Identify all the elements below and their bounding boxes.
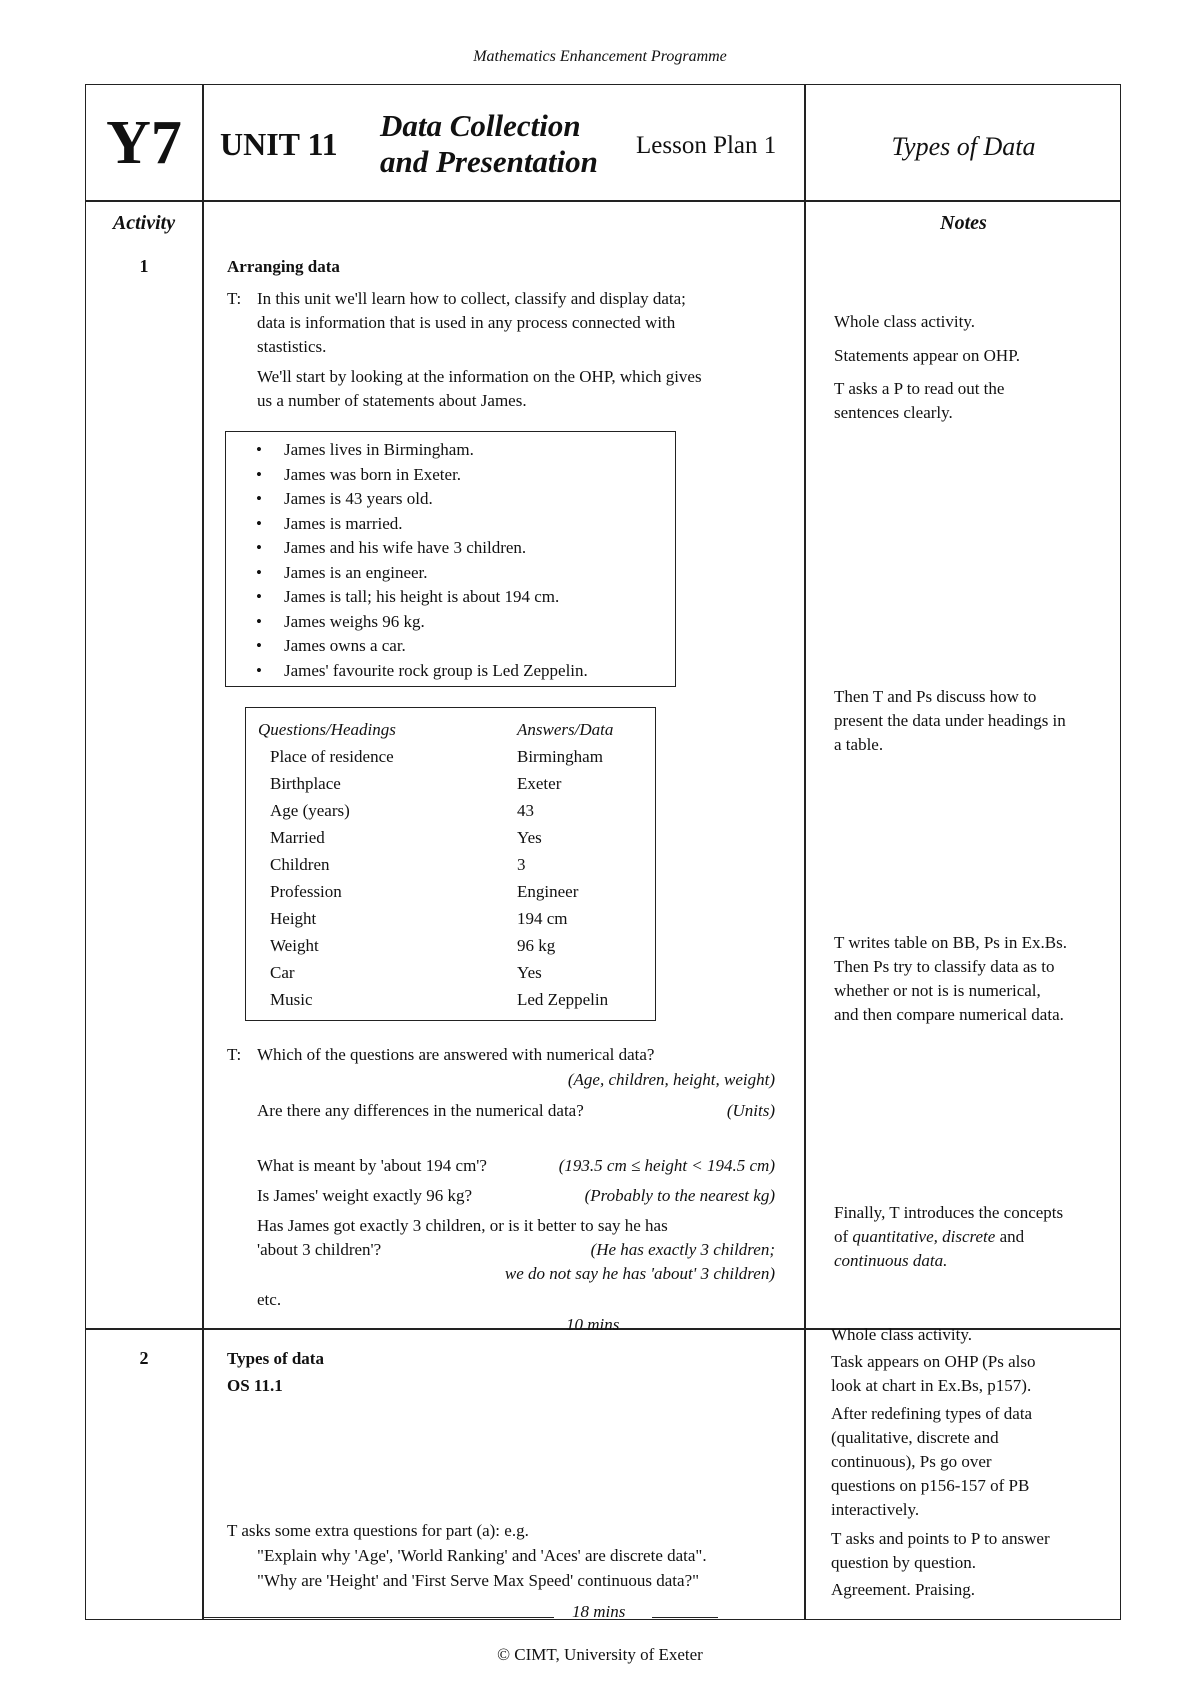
divider-notes-column (804, 85, 806, 1619)
note-1: Whole class activity. (834, 312, 975, 331)
question-4: Is James' weight exactly 96 kg? (257, 1186, 473, 1205)
answer-2: (Units) (726, 1101, 775, 1120)
statement-item: • James lives in Birmingham. (256, 438, 675, 463)
activity-1-duration: 10 mins (566, 1315, 620, 1334)
note-line: T asks and points to P to answer (831, 1529, 1050, 1548)
note-line: question by question. (831, 1553, 976, 1572)
table-header: Answers/Data (517, 719, 614, 739)
table-cell: Profession (270, 881, 342, 901)
table-cell: Car (270, 962, 295, 982)
table-cell: Age (years) (270, 800, 350, 820)
unit-label: UNIT 11 (220, 126, 338, 162)
question-3: What is meant by 'about 194 cm'? (257, 1156, 487, 1175)
statement-item: • James' favourite rock group is Led Zeppelin. (256, 659, 675, 684)
note-emphasis: quantitative, discrete (852, 1227, 996, 1246)
statement-item: • James was born in Exeter. (256, 463, 675, 488)
lesson-label: Lesson Plan 1 (636, 132, 777, 159)
note-line: continuous), Ps go over (831, 1452, 992, 1471)
table-header-row (258, 716, 613, 743)
intro-line: In this unit we'll learn how to collect, classify and display data; (257, 289, 686, 308)
table-cell: Music (270, 989, 313, 1009)
note-line: and then compare numerical data. (834, 1005, 1064, 1024)
table-row (258, 932, 613, 959)
note-line: sentences clearly. (834, 403, 953, 422)
note-2-4 (831, 1527, 1116, 1575)
table-cell: Birmingham (517, 746, 603, 766)
data-table-box (245, 707, 656, 1021)
note-2-2 (831, 1350, 1116, 1398)
note-line: look at chart in Ex.Bs, p157). (831, 1376, 1032, 1395)
activity-1-number: 1 (139, 256, 149, 276)
table-cell: Place of residence (270, 746, 394, 766)
table-row (258, 824, 613, 851)
duration-rule (652, 1617, 718, 1618)
extra-question-2: "Why are 'Height' and 'First Serve Max Speed' continuous data?" (257, 1571, 700, 1590)
unit-title (380, 108, 598, 180)
table-cell: Height (270, 908, 317, 928)
note-line: Then T and Ps discuss how to (834, 687, 1037, 706)
teacher-label: T: (227, 1045, 242, 1064)
answer-5 (400, 1238, 775, 1286)
activity-column-heading: Activity (112, 212, 176, 234)
unit-title-line1: Data Collection (380, 108, 581, 143)
table-header: Questions/Headings (258, 719, 396, 739)
table-cell: Birthplace (270, 773, 341, 793)
copyright-footer: © CIMT, University of Exeter (497, 1645, 703, 1664)
question-2: Are there any differences in the numerical data? (257, 1101, 584, 1120)
divider-activity-column (202, 85, 204, 1619)
note-line (834, 1225, 1114, 1249)
statement-item: • James and his wife have 3 children. (256, 536, 675, 561)
table-row (258, 851, 613, 878)
note-4 (834, 685, 1114, 757)
question-1: Which of the questions are answered with numerical data? (257, 1045, 655, 1064)
table-cell: Yes (517, 827, 542, 847)
intro-text (257, 287, 797, 413)
notes-column-heading: Notes (940, 212, 987, 234)
table-cell: Led Zeppelin (517, 989, 609, 1009)
lesson-topic: Types of Data (891, 132, 1036, 161)
statement-item: • James is married. (256, 512, 675, 537)
duration-rule (202, 1329, 557, 1330)
note-text: of (834, 1227, 853, 1246)
statement-item: • James is tall; his height is about 194 cm. (256, 585, 675, 610)
note-line: After redefining types of data (831, 1404, 1033, 1423)
note-line: (qualitative, discrete and (831, 1428, 999, 1447)
note-line: questions on p156-157 of PB (831, 1476, 1030, 1495)
activity-2-sheet: OS 11.1 (227, 1376, 283, 1395)
activity-2-heading: Types of data (227, 1349, 324, 1368)
note-line: Then Ps try to classify data as to (834, 957, 1055, 976)
programme-header: Mathematics Enhancement Programme (473, 48, 727, 65)
note-2-5: Agreement. Praising. (831, 1580, 975, 1599)
year-label: Y7 (106, 109, 182, 177)
statements-box (225, 431, 676, 687)
duration-rule (202, 1617, 554, 1618)
note-line: T writes table on BB, Ps in Ex.Bs. (834, 933, 1067, 952)
activity-2-duration: 18 mins (572, 1602, 626, 1621)
table-cell: 43 (517, 800, 534, 820)
note-line: whether or not is is numerical, (834, 981, 1041, 1000)
note-6 (834, 1201, 1114, 1273)
data-table (258, 716, 613, 1013)
statement-item: • James is 43 years old. (256, 487, 675, 512)
table-row (258, 770, 613, 797)
unit-title-line2: and Presentation (380, 144, 598, 179)
note-line: present the data under headings in (834, 711, 1066, 730)
table-row (258, 905, 613, 932)
table-row (258, 797, 613, 824)
extra-question-1: "Explain why 'Age', 'World Ranking' and 'Aces' are discrete data". (257, 1546, 707, 1565)
table-cell: 96 kg (517, 935, 556, 955)
note-5 (834, 931, 1114, 1027)
note-line: interactively. (831, 1500, 920, 1519)
divider-title-bar (86, 200, 1120, 202)
table-cell: 194 cm (517, 908, 568, 928)
answer-3: (193.5 cm ≤ height < 194.5 cm) (558, 1156, 775, 1175)
question-5-line: Has James got exactly 3 children, or is it better to say he has (257, 1216, 668, 1235)
table-cell: Engineer (517, 881, 579, 901)
statement-item: • James owns a car. (256, 634, 675, 659)
note-line: a table. (834, 735, 884, 754)
activity-2-number: 2 (139, 1348, 149, 1368)
extra-questions-intro: T asks some extra questions for part (a): e.g. (227, 1521, 529, 1540)
table-cell: Exeter (517, 773, 562, 793)
table-cell: Married (270, 827, 325, 847)
note-line: T asks a P to read out the (834, 379, 1005, 398)
note-2: Statements appear on OHP. (834, 346, 1021, 365)
table-cell: Yes (517, 962, 542, 982)
statement-item: • James is an engineer. (256, 561, 675, 586)
table-row (258, 986, 613, 1013)
intro-line: stastistics. (257, 337, 327, 356)
answer-1: (Age, children, height, weight) (567, 1070, 775, 1089)
statement-item: • James weighs 96 kg. (256, 610, 675, 635)
intro-line: We'll start by looking at the information on the OHP, which gives (257, 367, 702, 386)
table-row (258, 878, 613, 905)
note-2-1: Whole class activity. (831, 1325, 972, 1344)
note-line: continuous data. (834, 1251, 948, 1270)
table-cell: Weight (270, 935, 319, 955)
intro-line: data is information that is used in any process connected with (257, 313, 676, 332)
note-line: Finally, T introduces the concepts (834, 1203, 1064, 1222)
etc-text: etc. (257, 1290, 282, 1309)
answer-5-line: we do not say he has 'about' 3 children) (504, 1264, 775, 1283)
note-line: Task appears on OHP (Ps also (831, 1352, 1036, 1371)
table-row (258, 959, 613, 986)
table-row (258, 743, 613, 770)
note-2-3 (831, 1402, 1116, 1522)
answer-4: (Probably to the nearest kg) (584, 1186, 775, 1205)
teacher-label: T: (227, 289, 242, 308)
table-cell: 3 (517, 854, 526, 874)
table-cell: Children (270, 854, 330, 874)
note-3 (834, 377, 1114, 425)
note-text: and (995, 1227, 1025, 1246)
activity-1-heading: Arranging data (227, 257, 340, 276)
intro-line: us a number of statements about James. (257, 391, 527, 410)
answer-5-line: (He has exactly 3 children; (590, 1240, 775, 1259)
question-5-line: 'about 3 children'? (257, 1240, 382, 1259)
